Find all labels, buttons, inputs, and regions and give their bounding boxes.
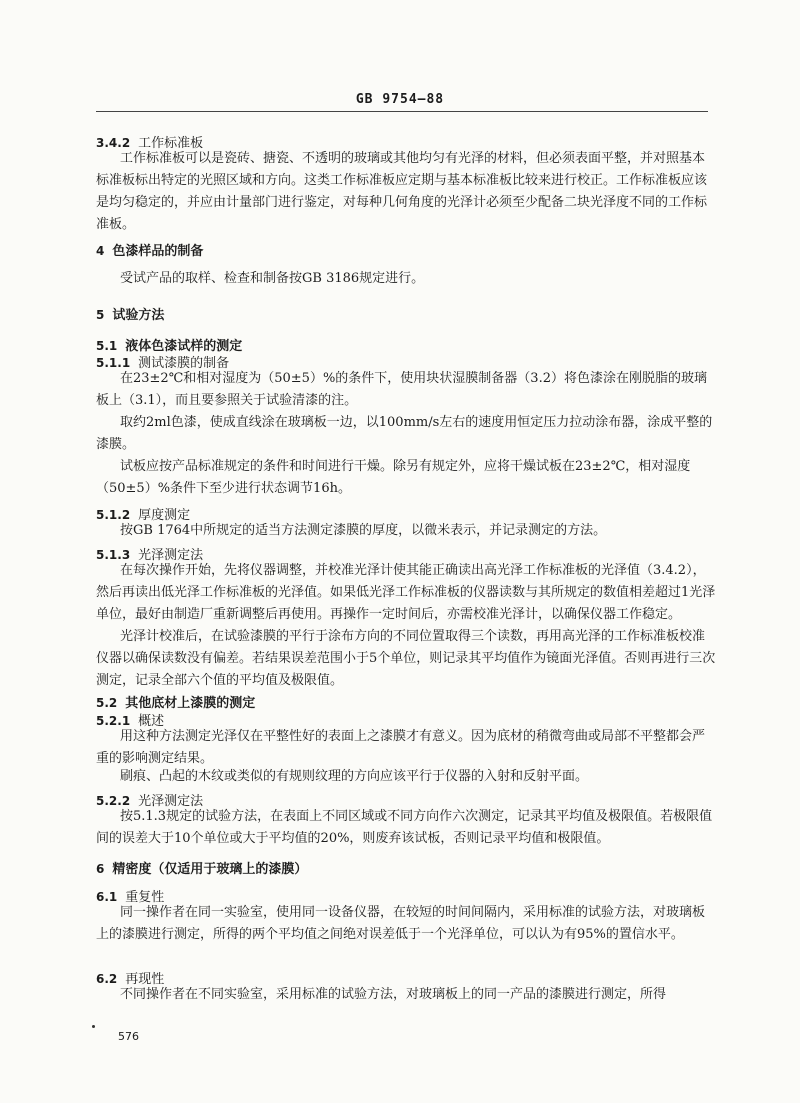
heading-number: 5.1.2 bbox=[96, 508, 131, 522]
heading-number: 5.1.3 bbox=[96, 548, 131, 562]
paragraph-5-2-1-b: 刷痕、凸起的木纹或类似的有规则纹理的方向应该平行于仪器的入射和反射平面。 bbox=[120, 769, 589, 784]
heading-6 bbox=[96, 858, 307, 877]
heading-4 bbox=[96, 240, 203, 259]
heading-title: 测试漆膜的制备 bbox=[138, 356, 230, 371]
paragraph-6-1: 同一操作者在同一实验室，使用同一设备仪器，在较短的时间间隔内，采用标准的试验方法，对玻璃板上的漆膜进行测定，所得的两个平均值之间绝对误差低于一个光泽单位，可以认为有95%的置信水平。 bbox=[96, 905, 706, 942]
heading-title: 精密度（仅适用于玻璃上的漆膜） bbox=[112, 862, 308, 877]
heading-number: 6.2 bbox=[96, 972, 118, 986]
heading-number: 5.1 bbox=[96, 339, 118, 353]
paragraph-5-1-1-b: 取约2ml色漆，使成直线涂在玻璃板一边，以100mm/s左右的速度用恒定压力拉动涂布器，涂成平整的漆膜。 bbox=[96, 415, 713, 452]
paragraph-6-2: 不同操作者在不同实验室，采用标准的试验方法，对玻璃板上的同一产品的漆膜进行测定，所得 bbox=[120, 987, 667, 1002]
heading-title: 液体色漆试样的测定 bbox=[125, 339, 243, 354]
paragraph-5-1-1-c: 试板应按产品标准规定的条件和时间进行干燥。除另有规定外，应将干燥试板在23±2℃，相对湿度（50±5）%条件下至少进行状态调节16h。 bbox=[96, 459, 691, 496]
heading-number: 5.2.2 bbox=[96, 794, 131, 808]
heading-number: 5 bbox=[96, 308, 105, 322]
heading-title: 概述 bbox=[138, 714, 165, 729]
paragraph-5-1-2: 按GB 1764中所规定的适当方法测定漆膜的厚度，以微米表示，并记录测定的方法。 bbox=[120, 523, 607, 538]
paragraph-5-1-3-b: 光泽计校准后，在试验漆膜的平行于涂布方向的不同位置取得三个读数，再用高光泽的工作标准板校准仪器以确保读数没有偏差。若结果误差范围小于5个单位，则记录其平均值作为镜面光泽值。否则再进行三次测定，记录全部六个值的平均值及极限值。 bbox=[96, 629, 716, 688]
heading-number: 5.2.1 bbox=[96, 714, 131, 728]
running-header: GB 9754—88 bbox=[355, 92, 445, 107]
heading-number: 5.1.1 bbox=[96, 356, 131, 370]
paragraph-5-2-2: 按5.1.3规定的试验方法，在表面上不同区域或不同方向作六次测定，记录其平均值及极限值。若极限值间的误差大于10个单位或大于平均值的20%，则废弃该试板，否则记录平均值和极限值。 bbox=[96, 809, 713, 846]
heading-number: 5.2 bbox=[96, 696, 118, 710]
heading-5-2 bbox=[96, 692, 255, 711]
heading-title: 光泽测定法 bbox=[138, 548, 204, 563]
paragraph-4: 受试产品的取样、检查和制备按GB 3186规定进行。 bbox=[120, 271, 425, 286]
heading-title: 再现性 bbox=[125, 972, 165, 987]
heading-5 bbox=[96, 304, 164, 323]
heading-title: 色漆样品的制备 bbox=[112, 244, 204, 259]
paragraph-3-4-2: 工作标准板可以是瓷砖、搪瓷、不透明的玻璃或其他均匀有光泽的材料，但必须表面平整，并对照基本标准板标出特定的光照区域和方向。这类工作标准板应定期与基本标准板比较来进行校正。工作标准板应该是均匀稳定的，并应由计量部门进行鉴定，对每种几何角度的光泽计必须至少配备二块光泽度不同的工作标准板。 bbox=[96, 151, 708, 232]
paragraph-5-2-1-a: 用这种方法测定光泽仅在平整性好的表面上之漆膜才有意义。因为底材的稍微弯曲或局部不平整都会严重的影响测定结果。 bbox=[96, 729, 706, 766]
heading-number: 4 bbox=[96, 244, 105, 258]
heading-number: 6.1 bbox=[96, 890, 118, 904]
heading-number: 6 bbox=[96, 862, 105, 876]
heading-number: 3.4.2 bbox=[96, 136, 131, 150]
heading-title: 工作标准板 bbox=[138, 136, 204, 151]
header-rule bbox=[96, 111, 708, 112]
heading-title: 其他底材上漆膜的测定 bbox=[125, 696, 256, 711]
heading-title: 试验方法 bbox=[112, 308, 165, 323]
heading-title: 光泽测定法 bbox=[138, 794, 204, 809]
heading-title: 重复性 bbox=[125, 890, 165, 905]
paragraph-5-1-3-a: 在每次操作开始，先将仪器调整，并校准光泽计使其能正确读出高光泽工作标准板的光泽值（3.4.2），然后再读出低光泽工作标准板的光泽值。如果低光泽工作标准板的仪器读数与其所规定的数值相差超过1光泽单位，最好由制造厂重新调整后再使用。再操作一定时间后，亦需校准光泽计，以确保仪器工作稳定。 bbox=[96, 563, 716, 622]
heading-title: 厚度测定 bbox=[138, 508, 191, 523]
page-number: 576 bbox=[118, 1030, 139, 1043]
paragraph-5-1-1-a: 在23±2℃和相对湿度为（50±5）%的条件下，使用块状湿膜制备器（3.2）将色漆涂在刚脱脂的玻璃板上（3.1），而且要参照关于试验清漆的注。 bbox=[96, 371, 707, 408]
scan-dot bbox=[92, 1025, 95, 1028]
